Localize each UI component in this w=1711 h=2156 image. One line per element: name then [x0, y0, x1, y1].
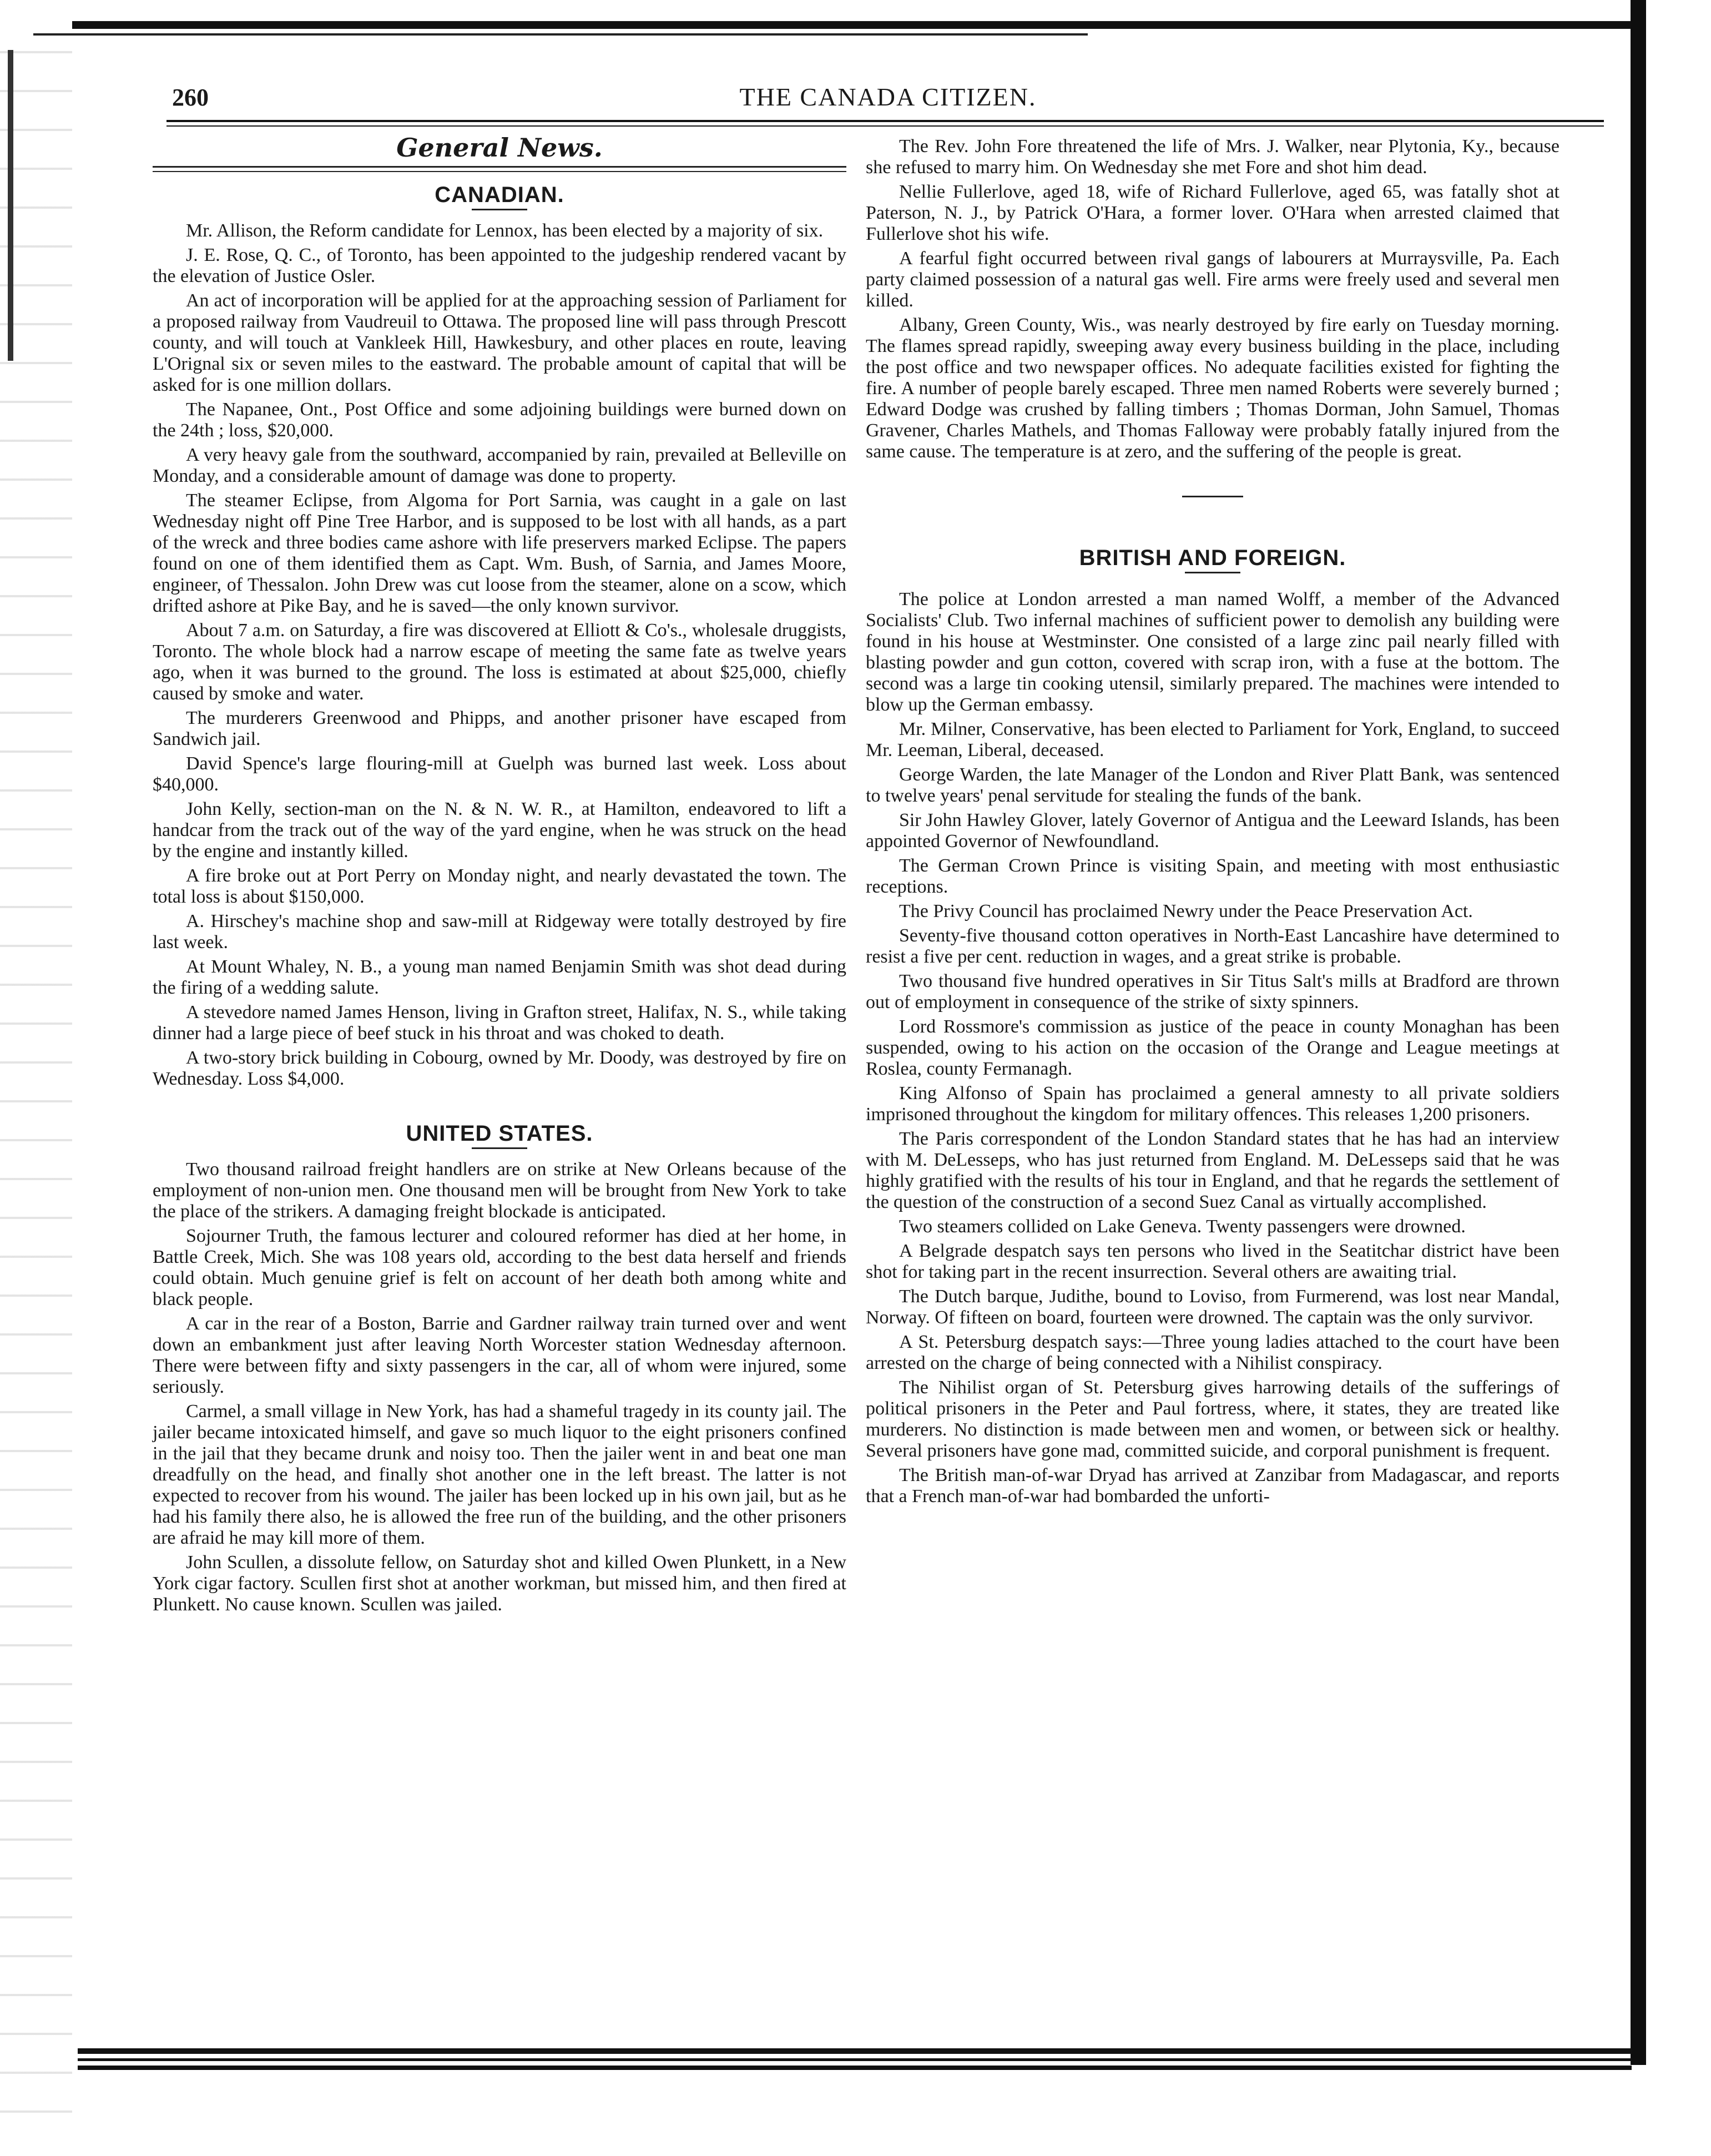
right-border-rule	[1631, 0, 1646, 2065]
article-paragraph: A very heavy gale from the southward, accompanied by rain, prevailed at Belleville on Monday, and a considerable amount of damage was done to property.	[153, 445, 846, 486]
separator-rule	[1182, 496, 1243, 497]
article-paragraph: A St. Petersburg despatch says:—Three young ladies attached to the court have been arrested on the charge of being connected with a Nihilist conspiracy.	[866, 1332, 1559, 1373]
article-paragraph: A Belgrade despatch says ten persons who lived in the Seatitchar district have been shot for taking part in the recent insurrection. Several others are awaiting trial.	[866, 1241, 1559, 1282]
page-number: 260	[172, 84, 209, 111]
article-paragraph: Two steamers collided on Lake Geneva. Twenty passengers were drowned.	[899, 1216, 1466, 1237]
bottom-border-rules	[78, 2048, 1632, 2098]
article-paragraph: Two thousand railroad freight handlers are on strike at New Orleans because of the employment of non-union men. One thousand men will be brought from New York to take the place of the strikers. A damaging freight blockade is anticipated.	[153, 1159, 846, 1222]
article-paragraph: Lord Rossmore's commission as justice of the peace in county Monaghan has been suspended, owing to his action on the occasion of the Orange and League meetings at Roslea, county Fermanagh.	[866, 1016, 1559, 1079]
header-rule	[166, 120, 1604, 122]
article-paragraph: The murderers Greenwood and Phipps, and another prisoner have escaped from Sandwich jail.	[153, 708, 846, 749]
section-rule	[472, 1147, 527, 1149]
article-paragraph: The British man-of-war Dryad has arrived at Zanzibar from Madagascar, and reports that a French man-of-war had bombarded the unforti-	[866, 1465, 1559, 1507]
paper-title: THE CANADA CITIZEN.	[739, 83, 1037, 111]
article-paragraph: Carmel, a small village in New York, has had a shameful tragedy in its county jail. The jailer became intoxicated himself, and gave so much liquor to the eight prisoners confined in the jail that they became drunk and noisy too. Then the jailer went in and beat one man dreadfully on the head, and finally shot another one in the left breast. The latter is not expected to recover from his wound. The jailer has been locked up in his own jail, but as he had his family there also, he is allowed the free run of the building, and the other prisoners are afraid he may kill more of them.	[153, 1401, 846, 1548]
article-paragraph: A fearful fight occurred between rival gangs of labourers at Murraysville, Pa. Each party claimed possession of a natural gas well. Fire arms were freely used and several men killed.	[866, 248, 1559, 311]
article-paragraph: The steamer Eclipse, from Algoma for Port Sarnia, was caught in a gale on last Wednesday night off Pine Tree Harbor, and is supposed to be lost with all hands, as a part of the wreck and three bodies came ashore with life preservers marked Eclipse. The papers found on one of them identified them as Capt. Wm. Bush, of Sarnia, and James Moore, engineer, of Thessalon. John Drew was cut loose from the steamer, alone on a scow, which drifted ashore at Pike Bay, and he is saved—the only known survivor.	[153, 490, 846, 616]
article-paragraph: Mr. Allison, the Reform candidate for Lennox, has been elected by a majority of six.	[186, 220, 824, 241]
article-paragraph: The Napanee, Ont., Post Office and some adjoining buildings were burned down on the 24th ; loss, $20,000.	[153, 399, 846, 441]
article-paragraph: About 7 a.m. on Saturday, a fire was discovered at Elliott & Co's., wholesale druggists, Toronto. The whole block had a narrow escape of meeting the same fate as twelve years ago, when it was burned to the ground. The loss is estimated at about $25,000, chiefly caused by smoke and water.	[153, 620, 846, 704]
section-rule	[472, 209, 527, 210]
article-paragraph: An act of incorporation will be applied for at the approaching session of Parliament for a proposed railway from Vaudreuil to Ottawa. The proposed line will pass through Prescott county, and will touch at Vankleek Hill, Hawkesbury, and other places en route, leaving L'Orignal six or seven miles to the eastward. The probable amount of capital that will be asked for is one million dollars.	[153, 290, 846, 395]
article-paragraph: David Spence's large flouring-mill at Guelph was burned last week. Loss about $40,000.	[153, 753, 846, 795]
article-paragraph: John Kelly, section-man on the N. & N. W. R., at Hamilton, endeavored to lift a handcar from the track out of the way of the yard engine, when he was struck on the head by the engine and instantly killed.	[153, 799, 846, 862]
article-paragraph: At Mount Whaley, N. B., a young man named Benjamin Smith was shot dead during the firing of a wedding salute.	[153, 956, 846, 998]
top-thin-rule	[33, 33, 1088, 36]
article-paragraph: The Nihilist organ of St. Petersburg gives harrowing details of the sufferings of political prisoners in the Peter and Paul fortress, where, it states, they are treated like murderers. No distinction is made between men and women, or between sick or healthy. Several prisoners have gone mad, committed suicide, and corporal punishment is frequent.	[866, 1377, 1559, 1461]
article-paragraph: King Alfonso of Spain has proclaimed a general amnesty to all private soldiers imprisoned throughout the kingdom for military offences. This releases 1,200 prisoners.	[866, 1083, 1559, 1125]
article-paragraph: A two-story brick building in Cobourg, owned by Mr. Doody, was destroyed by fire on Wednesday. Loss $4,000.	[153, 1047, 846, 1089]
article-paragraph: The Privy Council has proclaimed Newry under the Peace Preservation Act.	[899, 901, 1473, 921]
article-paragraph: Sojourner Truth, the famous lecturer and coloured reformer has died at her home, in Battle Creek, Mich. She was 108 years old, according to the best data herself and friends could obtain. Much genuine grief is felt on account of her death both among white and black people.	[153, 1226, 846, 1309]
article-paragraph: The Rev. John Fore threatened the life of Mrs. J. Walker, near Plytonia, Ky., because she refused to marry him. On Wednesday she met Fore and shot him dead.	[866, 136, 1559, 178]
article-paragraph: A fire broke out at Port Perry on Monday night, and nearly devastated the town. The total loss is about $150,000.	[153, 865, 846, 907]
right-column	[866, 136, 1559, 1510]
article-paragraph: A car in the rear of a Boston, Barrie and Gardner railway train turned over and went down an embankment just after leaving North Worcester station Wednesday afternoon. There were between fifty and sixty passengers in the car, all of whom were injured, some seriously.	[153, 1313, 846, 1397]
article-paragraph: George Warden, the late Manager of the London and River Platt Bank, was sentenced to twelve years' penal servitude for stealing the funds of the bank.	[866, 764, 1559, 806]
top-border-rule	[72, 21, 1632, 29]
article-paragraph: Seventy-five thousand cotton operatives in North-East Lancashire have determined to resist a five per cent. reduction in wages, and a great strike is probable.	[866, 925, 1559, 967]
section-heading-british-foreign: BRITISH AND FOREIGN.	[1079, 546, 1346, 570]
binding-edge	[8, 50, 13, 361]
article-paragraph: The German Crown Prince is visiting Spain, and meeting with most enthusiastic receptions.	[866, 855, 1559, 897]
article-paragraph: John Scullen, a dissolute fellow, on Saturday shot and killed Owen Plunkett, in a New York cigar factory. Scullen first shot at another workman, but missed him, and then fired at Plunkett. No cause known. Scullen was jailed.	[153, 1552, 846, 1615]
header-rule-thin	[166, 125, 1604, 127]
article-paragraph: Two thousand five hundred operatives in Sir Titus Salt's mills at Bradford are thrown out of employment in consequence of the strike of sixty spinners.	[866, 971, 1559, 1012]
article-paragraph: Nellie Fullerlove, aged 18, wife of Richard Fullerlove, aged 65, was fatally shot at Paterson, N. J., by Patrick O'Hara, a former lover. O'Hara when arrested claimed that Fullerlove shot his wife.	[866, 182, 1559, 244]
left-column	[153, 133, 846, 1619]
section-rule	[1185, 572, 1240, 573]
masthead-rule	[153, 166, 846, 172]
article-paragraph: The Paris correspondent of the London Standard states that he has had an interview with M. DeLesseps, who has just returned from England. M. DeLesseps said that he was highly gratified with the results of his tour in England, and that he regards the settlement of the question of the construction of a second Suez Canal as virtually accomplished.	[866, 1129, 1559, 1212]
section-heading-canadian: CANADIAN.	[435, 183, 564, 207]
article-paragraph: A stevedore named James Henson, living in Grafton street, Halifax, N. S., while taking dinner had a large piece of beef stuck in his throat and was choked to death.	[153, 1002, 846, 1044]
article-paragraph: The police at London arrested a man named Wolff, a member of the Advanced Socialists' Club. Two infernal machines of sufficient power to demolish any building were found in his house at Westminster. One consisted of a large zinc pail nearly filled with blasting powder and gun cotton, covered with scrap iron, with a fuse at the bottom. The second was a large tin cooking utensil, similarly prepared. The machines were intended to blow up the German embassy.	[866, 589, 1559, 715]
section-heading-united-states: UNITED STATES.	[406, 1121, 593, 1146]
article-paragraph: A. Hirschey's machine shop and saw-mill at Ridgeway were totally destroyed by fire last week.	[153, 911, 846, 953]
article-paragraph: Mr. Milner, Conservative, has been elected to Parliament for York, England, to succeed Mr. Leeman, Liberal, deceased.	[866, 719, 1559, 760]
page-header	[172, 83, 1604, 122]
article-paragraph: The Dutch barque, Judithe, bound to Loviso, from Furmerend, was lost near Mandal, Norway. Of fifteen on board, fourteen were drowned. The captain was the only survivor.	[866, 1286, 1559, 1328]
article-paragraph: J. E. Rose, Q. C., of Toronto, has been appointed to the judgeship rendered vacant by the elevation of Justice Osler.	[153, 245, 846, 286]
article-paragraph: Albany, Green County, Wis., was nearly destroyed by fire early on Tuesday morning. The flames spread rapidly, sweeping away every business building in the place, including the post office and two newspaper offices. No adequate facilities existed for fighting the fire. A number of people barely escaped. Three men named Roberts were severely burned ; Edward Dodge was crushed by falling timbers ; Thomas Dorman, John Samuel, Thomas Gravener, Charles Mathels, and Thomas Falloway were probably fatally injured from the same cause. The temperature is at zero, and the suffering of the people is great.	[866, 315, 1559, 462]
article-paragraph: Sir John Hawley Glover, lately Governor of Antigua and the Leeward Islands, has been appointed Governor of Newfoundland.	[866, 810, 1559, 852]
masthead: General News.	[396, 133, 603, 163]
